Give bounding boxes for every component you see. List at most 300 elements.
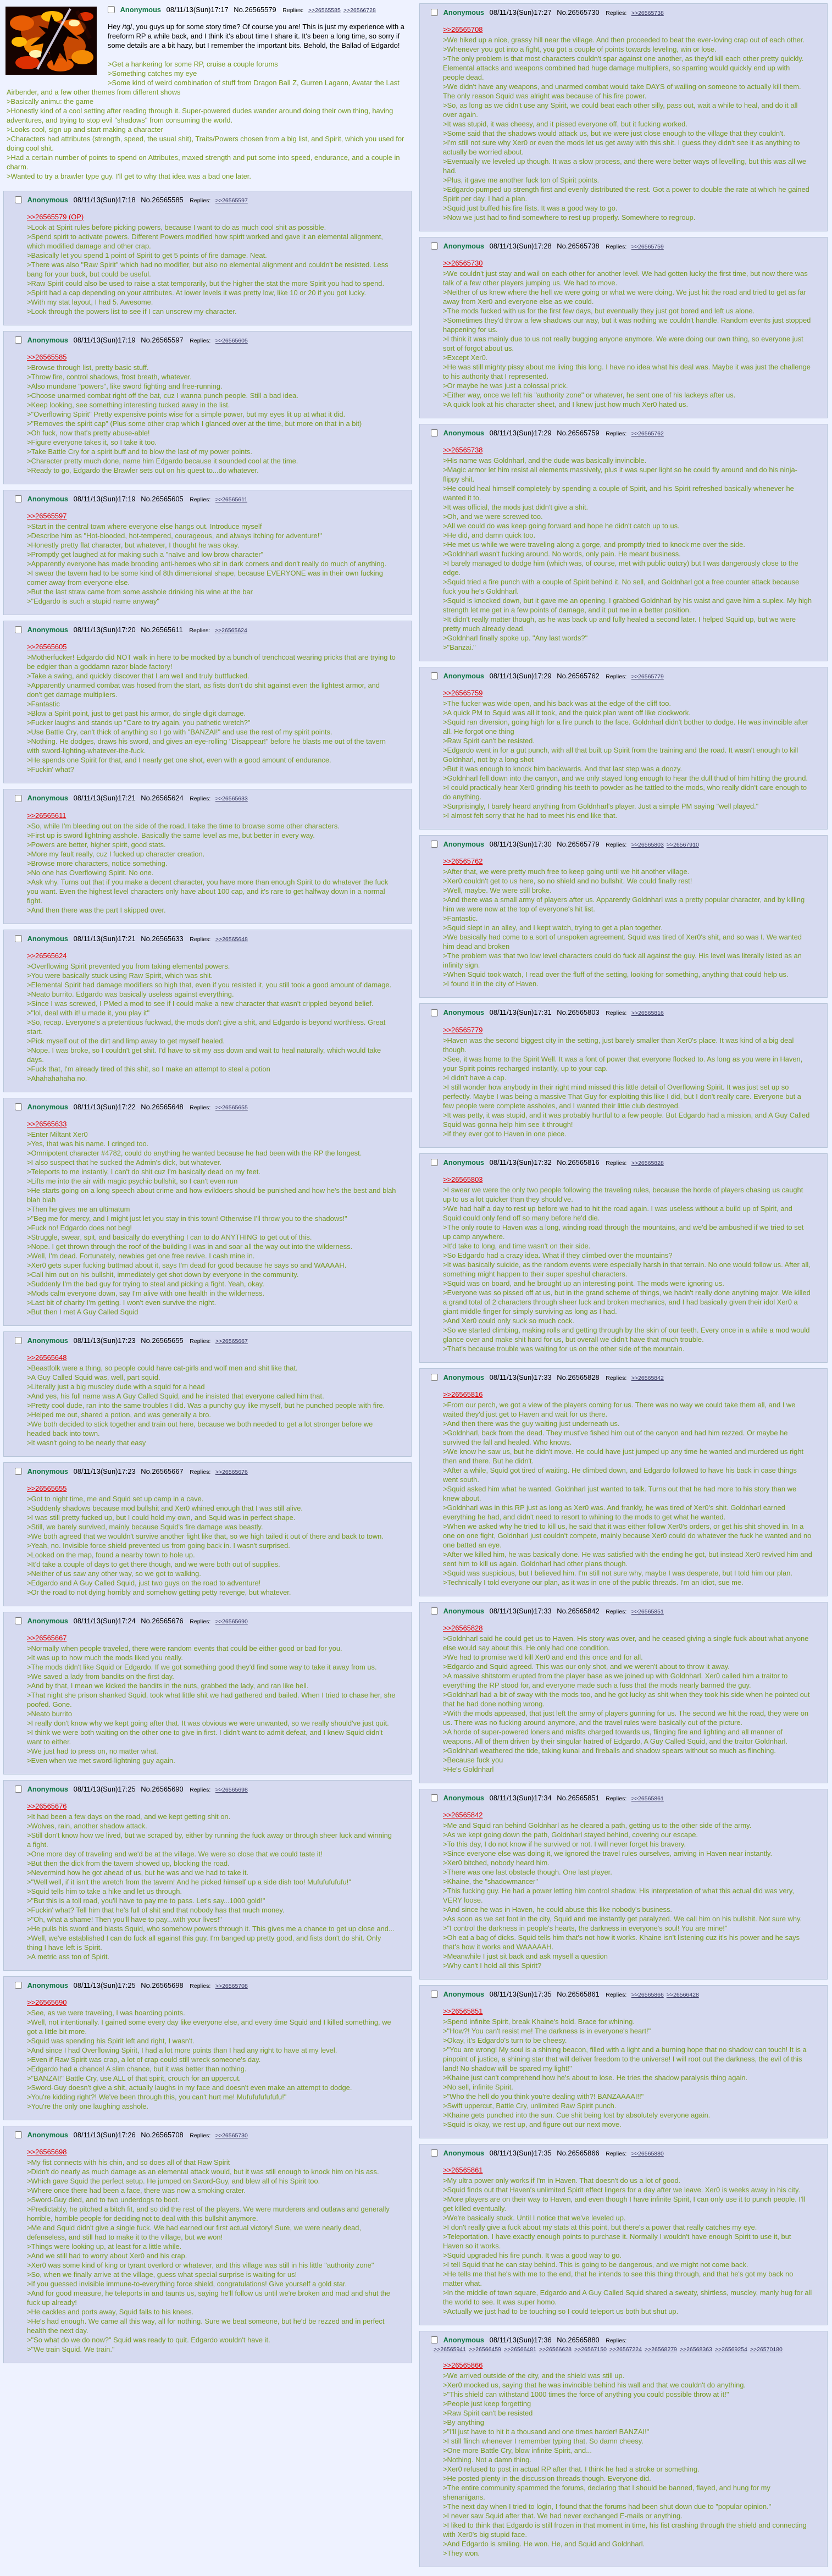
greentext-line: >And then there was the guy waiting just underneath us.	[443, 1419, 620, 1428]
post-checkbox[interactable]	[431, 2336, 438, 2343]
post-checkbox[interactable]	[431, 242, 438, 250]
greentext-line: >I really don't know why we kept going after that. It was obvious we were unwanted, so we really should've just quit.	[27, 1719, 389, 1728]
quotelink[interactable]: >>26565698	[27, 2148, 67, 2157]
quotelink[interactable]: >>26565579 (OP)	[27, 213, 84, 222]
greentext-line: >No one has Overflowing Spirit. No one.	[27, 868, 154, 877]
greentext-line: >He pulls his sword and blasts Squid, who somehow powers through it. This gives me a chance to get up close and...	[27, 1925, 395, 1933]
reply-backlink[interactable]: >>26565708	[215, 1983, 248, 1990]
post-header	[15, 935, 406, 943]
post-checkbox[interactable]	[15, 495, 22, 502]
greentext-line: >He spends one Spirit for that, and I nearly get one shot, even with a good amount of endurance.	[27, 756, 331, 765]
reply-backlink[interactable]: >>26565730	[215, 2132, 248, 2140]
quotelink[interactable]: >>26565730	[443, 259, 483, 268]
backlinks-container	[629, 840, 699, 848]
quotelink[interactable]: >>26565655	[27, 1484, 67, 1492]
greentext-line: >A massive shitstorm erupted from the player base as we joined up with Goldnharl. Xer0 called him a traitor to everything the RP stood for, and everyone made such a fuss that the mods nearly banned the guy.	[443, 1671, 788, 1689]
poster-name: Anonymous	[443, 672, 485, 681]
post-body	[443, 2165, 812, 2316]
greentext-line: >Squid was spending his Spirit left and right, I wasn't.	[27, 2037, 195, 2046]
post-number[interactable]: No.26565648	[141, 1102, 184, 1111]
greentext-line: >Helped me out, shared a potion, and was generally a bro.	[27, 1410, 212, 1419]
greentext-line: >Start in the central town where everyone else hangs out. Introduce myself	[27, 522, 262, 531]
reply-backlink[interactable]: >>26567150	[574, 2346, 607, 2353]
quotelink[interactable]: >>26565597	[27, 512, 67, 521]
post-header	[431, 429, 822, 438]
post-datetime: 08/11/13(Sun)17:36	[489, 2336, 552, 2345]
greentext-line: >We didn't have any weapons, and unarmed combat would take DAYS of wailing on someone to actually kill them. The only reason Squid was alright was because of his fire power.	[443, 82, 801, 101]
post-checkbox[interactable]	[431, 429, 438, 436]
replies-label: Replies:	[190, 2132, 211, 2140]
quotelink[interactable]: >>26565851	[443, 2007, 483, 2016]
post-body	[443, 1810, 812, 1970]
greentext-line: >People just keep forgetting	[443, 2400, 531, 2408]
post-number[interactable]: No.26565633	[141, 934, 184, 943]
greentext-line: >A metric ass ton of Spirit.	[27, 1953, 110, 1961]
post-datetime: 08/11/13(Sun)17:33	[489, 1606, 552, 1615]
greentext-line: >Look through the powers list to see if I can unscrew my character.	[27, 307, 237, 316]
post-number[interactable]: No.26565759	[557, 429, 600, 438]
greentext-line: >Goldnharl fell down into the canyon, and we only stayed long enough to hear the dull thud of him hitting the ground.	[443, 774, 808, 783]
post-checkbox[interactable]	[15, 1468, 22, 1475]
post-datetime: 08/11/13(Sun)17:19	[73, 336, 136, 345]
greentext-line: >Since I was screwed, I PMed a mod to see if I could make a new character that wasn't crippled beyond belief.	[27, 999, 374, 1008]
post-number[interactable]: No.26565842	[557, 1606, 600, 1615]
greentext-line: >Goldnharl wasn't fucking around. No words, only pain. He meant business.	[443, 550, 681, 559]
greentext-line: >See, it was home to the Spirit Well. It was a font of power that everyone flocked to. As long as you were in Haven, your Spirit points recharged instantly, up to your cap.	[443, 1054, 803, 1073]
post-body	[27, 951, 396, 1083]
greentext-line: >We saved a lady from bandits on the first day.	[27, 1672, 174, 1681]
poster-name: Anonymous	[443, 1989, 485, 1998]
post-header	[431, 840, 822, 849]
reply-post	[3, 789, 412, 924]
greentext-line: >Squid upgraded his fire punch. It was a good way to go.	[443, 2251, 622, 2260]
post-header	[15, 1336, 406, 1345]
greentext-line: >As soon as we set foot in the city, Squid and me instantly get paralyzed. We call him on his bullshit. Not sure why.	[443, 1914, 802, 1923]
greentext-line: >Browse more characters, notice something.	[27, 859, 168, 867]
greentext-line: >I think we were both waiting on the other one to give in first. I didn't want to admit defeat, and I knew Squid didn't want to either.	[27, 1728, 383, 1746]
quotelink[interactable]: >>26565779	[443, 1025, 483, 1034]
greentext-line: >Lifts me into the air with magic psychic bullshit, so I can't even run	[27, 1176, 238, 1185]
reply-post	[419, 3, 828, 231]
post-datetime: 08/11/13(Sun)17:19	[73, 495, 136, 504]
post-datetime: 08/11/13(Sun)17:24	[73, 1616, 136, 1625]
post-body	[27, 352, 396, 475]
post-checkbox[interactable]	[431, 1159, 438, 1166]
post-checkbox[interactable]	[431, 2149, 438, 2157]
greentext-line: >Characters had attributes (strength, speed, the usual shit), Traits/Powers chosen from a big list, and Spirit, which you used for doing cool shit.	[7, 135, 404, 153]
post-number[interactable]: No.26565624	[141, 794, 184, 803]
quotelink[interactable]: >>26565611	[27, 811, 66, 820]
post-checkbox[interactable]	[431, 841, 438, 848]
poster-name: Anonymous	[443, 1373, 485, 1381]
post-checkbox[interactable]	[108, 6, 115, 13]
quotelink[interactable]: >>26565676	[27, 1802, 67, 1811]
reply-backlink[interactable]: >>26565842	[631, 1374, 664, 1381]
post-number[interactable]: No.26565803	[557, 1008, 600, 1017]
post-number[interactable]: No.26565708	[141, 2131, 184, 2140]
quotelink[interactable]: >>26565738	[443, 446, 483, 455]
post-number[interactable]: No.26565579	[234, 5, 276, 14]
greentext-line: >I think it was mainly due to us not really bugging anyone anymore. We were doing our own thing, so everyone just sort of forgot about us.	[443, 335, 803, 353]
post-body	[443, 688, 812, 820]
quotelink-line	[443, 688, 812, 699]
reply-backlink[interactable]: >>26565759	[631, 244, 664, 251]
post-body	[443, 25, 812, 222]
poster-name: Anonymous	[27, 1336, 69, 1345]
reply-backlink[interactable]: >>26565861	[631, 1795, 664, 1802]
post-header	[431, 1373, 822, 1382]
post-datetime: 08/11/13(Sun)17:18	[73, 196, 136, 204]
reply-backlink[interactable]: >>26565611	[215, 496, 248, 504]
post-number[interactable]: No.26565690	[141, 1785, 184, 1794]
reply-backlink[interactable]: >>26565941	[434, 2346, 466, 2353]
reply-backlink[interactable]: >>26566428	[666, 1991, 699, 1998]
greentext-line: >Basically animu: the game	[7, 97, 93, 106]
greentext-line: >All we could do was keep going forward and hope he didn't catch up to us.	[443, 522, 680, 530]
greentext-line: >But the last straw came from some asshole drinking his wine at the bar	[27, 588, 253, 596]
greentext-line: >Neato burrito	[27, 1710, 73, 1718]
post-number[interactable]: No.26565866	[557, 2149, 600, 2158]
reply-backlink[interactable]: >>26565624	[214, 627, 247, 634]
post-checkbox[interactable]	[431, 672, 438, 679]
reply-backlink[interactable]: >>26568279	[644, 2346, 677, 2353]
post-number[interactable]: No.26565655	[141, 1336, 184, 1345]
post-body	[27, 1633, 396, 1765]
post-body	[443, 1390, 812, 1587]
quotelink[interactable]: >>26565708	[443, 25, 483, 34]
greentext-line: >There was one last obstacle though. One last player.	[443, 1867, 612, 1876]
reply-backlink[interactable]: >>26565738	[631, 10, 664, 16]
replies-label: Replies:	[190, 1468, 211, 1475]
reply-backlink[interactable]: >>26566728	[343, 7, 376, 14]
greentext-line: >Goldnharl had a bit of sway with the mods too, and he got lucky as shit when they took his side when he pointed out that he had done nothing wrong.	[443, 1690, 810, 1708]
post-checkbox[interactable]	[431, 1009, 438, 1016]
post-body	[443, 1623, 812, 1774]
greentext-line: >Everyone was so pissed off at us, but in the grand scheme of things, we hadn't really done anything major. We killed a grand total of 2 characters through sheer luck and broken mechanics, and I had basically given their idol Xer0 a giant middle finger for simply surviving as long as I had.	[443, 1288, 811, 1315]
post-number[interactable]: No.26565676	[141, 1616, 184, 1625]
greentext-line: >He cackles and ports away, Squid falls to his knees.	[27, 2308, 194, 2317]
quotelink-line	[27, 1633, 396, 1644]
greentext-line: >Goldnharl finally spoke up. "Any last words?"	[443, 634, 588, 643]
backlinks-container	[213, 935, 248, 943]
post-number[interactable]: No.26565851	[557, 1793, 600, 1802]
poster-name: Anonymous	[443, 1793, 485, 1802]
quotelink[interactable]: >>26565759	[443, 689, 483, 698]
reply-backlink[interactable]: >>26565667	[215, 1337, 248, 1345]
backlinks-container	[629, 1158, 664, 1167]
post-checkbox[interactable]	[431, 1607, 438, 1615]
post-number[interactable]: No.26565605	[141, 495, 184, 504]
greentext-line: >Well, not intentionally. I gained some every day like everyone else, and every time Squid and I killed something, we got a little bit more.	[27, 2018, 391, 2036]
post-checkbox[interactable]	[15, 626, 22, 633]
quotelink-line	[443, 1623, 812, 1634]
greentext-line: >"I'll just have to hit it a thousand and one times harder! BANZAI!"	[443, 2428, 650, 2436]
reply-backlink[interactable]: >>26566628	[539, 2346, 572, 2353]
greentext-line: >"This shield can withstand 1000 times the force of anything you could possible throw at it!"	[443, 2390, 729, 2399]
post-body	[27, 212, 396, 316]
post-number[interactable]: No.26565861	[557, 1989, 600, 1998]
greentext-line: >Squid was on board, and he brought up an interesting point. The mods were ignoring us.	[443, 1279, 724, 1287]
greentext-line: >The only problem is that most characters couldn't spar against one another, as they'd kill each other pretty quickly. Elemental attacks and weapons combined had huge damage multipliers, so sparring would quickly end up with people dead.	[443, 54, 804, 82]
poster-name: Anonymous	[27, 1467, 69, 1475]
reply-post	[419, 237, 828, 418]
quotelink[interactable]: >>26565667	[27, 1634, 67, 1643]
post-checkbox[interactable]	[15, 795, 22, 802]
poster-name: Anonymous	[27, 1616, 69, 1625]
reply-backlink[interactable]: >>26565676	[215, 1468, 248, 1475]
post-number[interactable]: No.26565667	[141, 1467, 184, 1475]
reply-backlink[interactable]: >>26568363	[679, 2346, 712, 2353]
greentext-line: >Actually we just had to be touching so I could teleport us both but shut up.	[443, 2307, 679, 2316]
greentext-line: >One more day of traveling and we'd be at the village. We were so close that we could taste it!	[27, 1850, 323, 1859]
reply-backlink[interactable]: >>26565597	[215, 197, 248, 204]
greentext-line: >I was still pretty fucked up, but I could hold my own, and Squid was in perfect shape.	[27, 1513, 296, 1522]
greentext-line: >Even if Raw Spirit was crap, a lot of crap could still wreck someone's day.	[27, 2055, 261, 2064]
poster-name: Anonymous	[443, 242, 485, 251]
reply-backlink[interactable]: >>26565816	[631, 1010, 664, 1017]
greentext-line: >I still wonder how anybody in their right mind missed this little detail of Overflowing Spirit. It was just set up so perfectly. Maybe I was being a massive That Guy for exploiting this like I did, but I don't really care. Everyone but a few people were complete assholes, and I wanted their little club destroyed.	[443, 1082, 801, 1110]
greentext-line: >We just had to press on, no matter what.	[27, 1747, 158, 1756]
backlinks-container	[213, 1981, 248, 1989]
post-header	[431, 1990, 822, 1999]
greentext-line: >Now we just had to find somewhere to rest up properly. Somewhere to regroup.	[443, 213, 696, 222]
post-checkbox[interactable]	[431, 1991, 438, 1998]
greentext-line: >No sell, infinite Spirit.	[443, 2083, 513, 2092]
greentext-line: >His name was Goldnharl, and the dude was basically invincible.	[443, 456, 647, 465]
reply-backlink[interactable]: >>26565866	[631, 1991, 664, 1998]
quotelink[interactable]: >>26565861	[443, 2166, 483, 2175]
greentext-line: >Fuckin' what? Tell him that he's full of shit and that nobody has that much money.	[27, 1906, 285, 1915]
reply-backlink[interactable]: >>26565828	[631, 1159, 664, 1167]
reply-backlink[interactable]: >>26565779	[631, 673, 664, 681]
reply-backlink[interactable]: >>26565803	[631, 842, 664, 849]
greentext-line: >Struggle, swear, spit, and basically do everything I can to do ANYTHING to get out of this.	[27, 1232, 312, 1241]
reply-post	[419, 1003, 828, 1147]
quotelink[interactable]: >>26565803	[443, 1175, 483, 1184]
greentext-line: >And we still had to worry about Xer0 and his crap.	[27, 2252, 187, 2260]
post-body	[27, 1801, 396, 1961]
reply-backlink[interactable]: >>26569254	[714, 2346, 747, 2353]
poster-name: Anonymous	[443, 1606, 485, 1615]
greentext-line: >Use Battle Cry, can't thick of anything so I go with "BANZAI!" and use the rest of my spirit points.	[27, 728, 332, 737]
backlinks-container	[629, 8, 664, 16]
quotelink[interactable]: >>26565690	[27, 1998, 67, 2007]
post-number[interactable]: No.26565828	[557, 1373, 600, 1381]
greentext-line: >Spend spirit to activate powers. Different Powers modified how spirit worked and gave it an elemental alignment, which modified damage and other crap.	[27, 233, 383, 251]
op-post	[3, 3, 412, 186]
quotelink-line	[27, 1119, 396, 1130]
reply-post	[3, 1331, 412, 1457]
post-checkbox[interactable]	[15, 1982, 22, 1989]
quotelink[interactable]: >>26565633	[27, 1119, 67, 1128]
post-number[interactable]: No.26565880	[557, 2336, 600, 2345]
reply-backlink[interactable]: >>26565605	[215, 338, 248, 345]
quotelink[interactable]: >>26565762	[443, 857, 483, 866]
post-header	[15, 2131, 406, 2140]
quotelink-line	[27, 2147, 396, 2158]
backlinks-container	[629, 1607, 664, 1615]
post-checkbox[interactable]	[15, 1785, 22, 1793]
post-number[interactable]: No.26565611	[141, 626, 183, 634]
quotelink[interactable]: >>26565842	[443, 1810, 483, 1819]
greentext-line: >I didn't have a cap.	[443, 1073, 507, 1082]
reply-backlink[interactable]: >>26565690	[215, 1618, 248, 1625]
greentext-line: >Motherfucker! Edgardo did NOT walk in here to be mocked by a bunch of trenchcoat wearing pricks that are trying to be edgier than a goddamn razor blade factory!	[27, 653, 396, 671]
greentext-line: >"Edgardo is such a stupid name anyway"	[27, 597, 159, 606]
replies-label: Replies:	[606, 2151, 627, 2158]
op-thumbnail-image[interactable]	[5, 7, 97, 75]
greentext-line: >As we kept going down the path, Goldnharl stayed behind, covering our escape.	[443, 1830, 698, 1839]
reply-backlink[interactable]: >>26565851	[631, 1608, 664, 1615]
post-checkbox[interactable]	[15, 196, 22, 203]
greentext-line: >Figure everyone takes it, so I take it too.	[27, 438, 157, 447]
post-number[interactable]: No.26565597	[141, 336, 184, 345]
quotelink[interactable]: >>26565866	[443, 2361, 483, 2370]
greentext-line: >Mods calm everyone down, say I'm alive with one health in the wilderness.	[27, 1289, 265, 1297]
reply-post	[3, 191, 412, 325]
greentext-line: >Well, we've established I can do fuck all against this guy. I'm banged up pretty good, and fists don't do shit. Only thing I have left is Spirit.	[27, 1934, 381, 1952]
greentext-line: >"Overflowing Spirit" Pretty expensive points wise for a simple power, but my eyes lit up at what it did.	[27, 410, 346, 419]
greentext-line: >It'd take a couple of days to get there though, and we were both out of supplies.	[27, 1560, 280, 1568]
greentext-line: >Neato burrito. Edgardo was basically useless against everything.	[27, 990, 234, 998]
greentext-line: >Yes, that was his name. I cringed too.	[27, 1139, 149, 1148]
reply-backlink[interactable]: >>26565648	[215, 936, 248, 943]
greentext-line: >So we started climbing, making rolls and getting through by the skin of our teeth. Every once in a while a mod would glance over and make shit hard for us, but overall we didn't have that much trouble.	[443, 1325, 810, 1344]
reply-backlink[interactable]: >>26570180	[750, 2346, 783, 2353]
reply-backlink[interactable]: >>26565655	[215, 1104, 248, 1111]
greentext-line: >Ready to go, Edgardo the Brawler sets out on his quest to...do whatever.	[27, 466, 259, 475]
reply-backlink[interactable]: >>26565585	[308, 7, 341, 14]
post-datetime: 08/11/13(Sun)17:21	[73, 794, 136, 803]
greentext-line: >Throw fire, control shadows, frost breath, whatever.	[27, 373, 192, 382]
greentext-line: >And yes, his full name was A Guy Called Squid, and he insisted that everyone called him that.	[27, 1391, 324, 1400]
backlinks-container	[629, 2149, 664, 2157]
post-number[interactable]: No.26565698	[141, 1981, 184, 1990]
greentext-line: >Literally just a big muscley dude with a squid for a head	[27, 1382, 205, 1391]
greentext-line: >After that, we were pretty much free to keep going until we hit another village.	[443, 867, 690, 876]
quotelink[interactable]: >>26565605	[27, 643, 67, 651]
reply-post	[3, 2126, 412, 2363]
greentext-line: >And Xer0 could only suck so much cock.	[443, 1316, 574, 1325]
greentext-line: >Wolves, rain, another shadow attack.	[27, 1822, 147, 1831]
greentext-line: >Edgardo went in for a gut punch, with all that built up Spirit from the training and the road. It wasn't enough to kill Goldnharl, not by a long shot	[443, 746, 798, 764]
greentext-line: >We basically had come to a sort of unspoken agreement. Squid was tired of Xer0's shit, and so was I. We wanted him dead and broken	[443, 933, 802, 951]
post-number[interactable]: No.26565779	[557, 840, 600, 849]
post-checkbox[interactable]	[15, 1337, 22, 1344]
greentext-line: >Omnipotent character #4782, could do anything he wanted because he had been with the RP the longest.	[27, 1148, 362, 1157]
post-checkbox[interactable]	[431, 1374, 438, 1381]
greentext-line: >Khaine, the "shadowmancer"	[443, 1877, 538, 1886]
reply-post	[3, 621, 412, 783]
reply-backlink[interactable]: >>26565698	[215, 1787, 248, 1794]
greentext-line: >My fist connects with his chin, and so does all of that Raw Spirit	[27, 2158, 230, 2167]
greentext-line: >Spend infinite Spirit, break Khaine's hold. Brace for whining.	[443, 2017, 635, 2026]
greentext-line: >Squid finds out that Haven's unlimited Spirit effect lingers for a day after we leave. Xer0 is weeks away in his city.	[443, 2186, 801, 2194]
greentext-line: >"Who the hell do you think you're dealing with?! BANZAAAAI!!"	[443, 2092, 644, 2101]
greentext-line: >And Edgardo is smiling. He won. He, and Squid and Goldnharl.	[443, 2540, 645, 2549]
post-number[interactable]: No.26565738	[557, 242, 600, 251]
greentext-line: >He starts going on a long speech about crime and how evildoers should be punished and how he's the best and blah blah blah	[27, 1186, 396, 1204]
greentext-line: >More players are on their way to Haven, and even though I have infinite Spirit, I can only use it to punch people. I'll get killed eventually.	[443, 2195, 806, 2213]
greentext-line: >Spirit had a cap depending on your attributes. At lower levels it was pretty low, like 10 or 20 if you got lucky.	[27, 289, 367, 297]
greentext-line: >Keep looking, see something interesting tucked away in the list.	[27, 401, 230, 410]
quotelink[interactable]: >>26565816	[443, 1390, 483, 1398]
replies-label: Replies:	[606, 842, 627, 849]
quotelink-line	[27, 951, 396, 961]
reply-backlink[interactable]: >>26566459	[468, 2346, 501, 2353]
greentext-line: >We arrived outside of the city, and the shield was still up.	[443, 2372, 625, 2380]
backlinks-container	[213, 495, 247, 503]
greentext-line: >The only route to Haven was a long, winding road through the mountains, and we'd be ambushed if we tried to set up camp anywhere.	[443, 1223, 804, 1241]
reply-backlink[interactable]: >>26567910	[666, 842, 699, 849]
greentext-line: >Me and Squid didn't give a single fuck. We had earned our first actual victory! Sure, we were nearly dead, defenseless, and still had to make it to the village, but we won!	[27, 2224, 362, 2242]
post-checkbox[interactable]	[431, 1794, 438, 1801]
reply-backlink[interactable]: >>26565762	[631, 430, 664, 438]
greentext-line: >When we asked why he tried to kill us, he said that it was either follow Xer0's orders, or get his shit shoved in. In a one on one fight, Goldnharl just couldn't compete, mainly because Xer0 could do whatever the fuck he wanted and no one batted an eye.	[443, 1522, 812, 1549]
reply-backlink[interactable]: >>26565633	[215, 795, 248, 803]
post-checkbox[interactable]	[15, 935, 22, 942]
greentext-line: >Squid tried a fire punch with a couple of Spirit behind it. No sell, and Goldnharl got a free counter attack because fuck you he's Goldnharl.	[443, 578, 800, 596]
greentext-line: >Since everyone else was doing it, we ignored the travel rules ourselves, arriving in Haven near instantly.	[443, 1849, 773, 1858]
replies-label: Replies:	[190, 1787, 211, 1794]
greentext-line: >Well, maybe. We were still broke.	[443, 886, 552, 895]
greentext-line: >After we killed him, he was basically done. He was satisfied with the ending he got, but instead Xer0 revived him and sent him to kill us again. Goldnharl had other plans though.	[443, 1550, 812, 1568]
greentext-line: >We're basically stuck. Until I notice that we've leveled up.	[443, 2214, 626, 2223]
reply-backlink[interactable]: >>26566481	[503, 2346, 536, 2353]
greentext-line: >Plus, it gave me another fuck ton of Spirit points.	[443, 176, 600, 185]
reply-post	[419, 1602, 828, 1783]
greentext-line: >I'm still not sure why Xer0 or even the mods let us get away with this shit. I guess they didn't see it as anything to actually be worried about.	[443, 139, 800, 157]
reply-backlink[interactable]: >>26567224	[609, 2346, 642, 2353]
greentext-line: >Beastfolk were a thing, so people could have cat-girls and wolf men and shit like that.	[27, 1363, 298, 1372]
poster-name: Anonymous	[27, 626, 69, 634]
greentext-line: >A quick PM to Squid was all it took, and the quick plan went off like clockwork.	[443, 709, 691, 717]
replies-label: Replies:	[190, 1618, 211, 1625]
post-number[interactable]: No.26565730	[557, 8, 600, 16]
greentext-line: >Describe him as "Hot-blooded, hot-tempered, courageous, and always itching for adventure!"	[27, 532, 322, 540]
quotelink[interactable]: >>26565648	[27, 1353, 67, 1362]
greentext-line: >But it was enough to knock him backwards. And that last step was a doozy.	[443, 765, 683, 773]
quotelink[interactable]: >>26565624	[27, 951, 67, 960]
greentext-line: >Sometimes they'd throw a few shadows our way, but it was nothing we couldn't handle. Random events just stopped happening for us.	[443, 316, 811, 334]
post-checkbox[interactable]	[431, 9, 438, 16]
backlinks-container	[213, 2131, 248, 2139]
post-number[interactable]: No.26565816	[557, 1158, 600, 1167]
greentext-line: >Browse through list, pretty basic stuff.	[27, 363, 149, 372]
replies-label: Replies:	[190, 1337, 211, 1345]
greentext-line: >Fucker laughs and stands up "Care to try again, you pathetic wretch?"	[27, 718, 251, 727]
quotelink[interactable]: >>26565585	[27, 353, 67, 362]
post-checkbox[interactable]	[15, 1103, 22, 1110]
greentext-line: >Honestly kind of a cool setting after reading through it. Super-powered dudes wander around doing their own thing, having adventures, and trying to stop evil "shadows" from consuming the world.	[7, 107, 393, 125]
backlinks-container	[629, 242, 664, 250]
greentext-line: >And since he was in Haven, he could abuse this like nobody's business.	[443, 1905, 673, 1914]
greentext-line: >Call him out on his bullshit, immediately get shot down by everyone in the community.	[27, 1270, 299, 1279]
post-checkbox[interactable]	[15, 336, 22, 344]
post-checkbox[interactable]	[15, 2131, 22, 2138]
post-checkbox[interactable]	[15, 1617, 22, 1624]
greentext-line: >Pick myself out of the dirt and limp away to get myself healed.	[27, 1036, 225, 1045]
greentext-line: >Squid ran diversion, going high for a fire punch to the face. Goldnharl didn't bother to dodge. He was invincible after all. He forgot one thing	[443, 718, 808, 736]
greentext-line: >Nothing. Not a damn thing.	[443, 2456, 531, 2464]
greentext-line: >Where once there had been a face, there was now a smoking crater.	[27, 2186, 246, 2195]
quotelink[interactable]: >>26565828	[443, 1623, 483, 1632]
post-number[interactable]: No.26565585	[141, 196, 184, 204]
greentext-line: >Fuckin' what?	[27, 765, 74, 774]
post-number[interactable]: No.26565762	[557, 672, 600, 681]
quotelink-line	[27, 352, 396, 363]
reply-backlink[interactable]: >>26565880	[631, 2151, 664, 2158]
